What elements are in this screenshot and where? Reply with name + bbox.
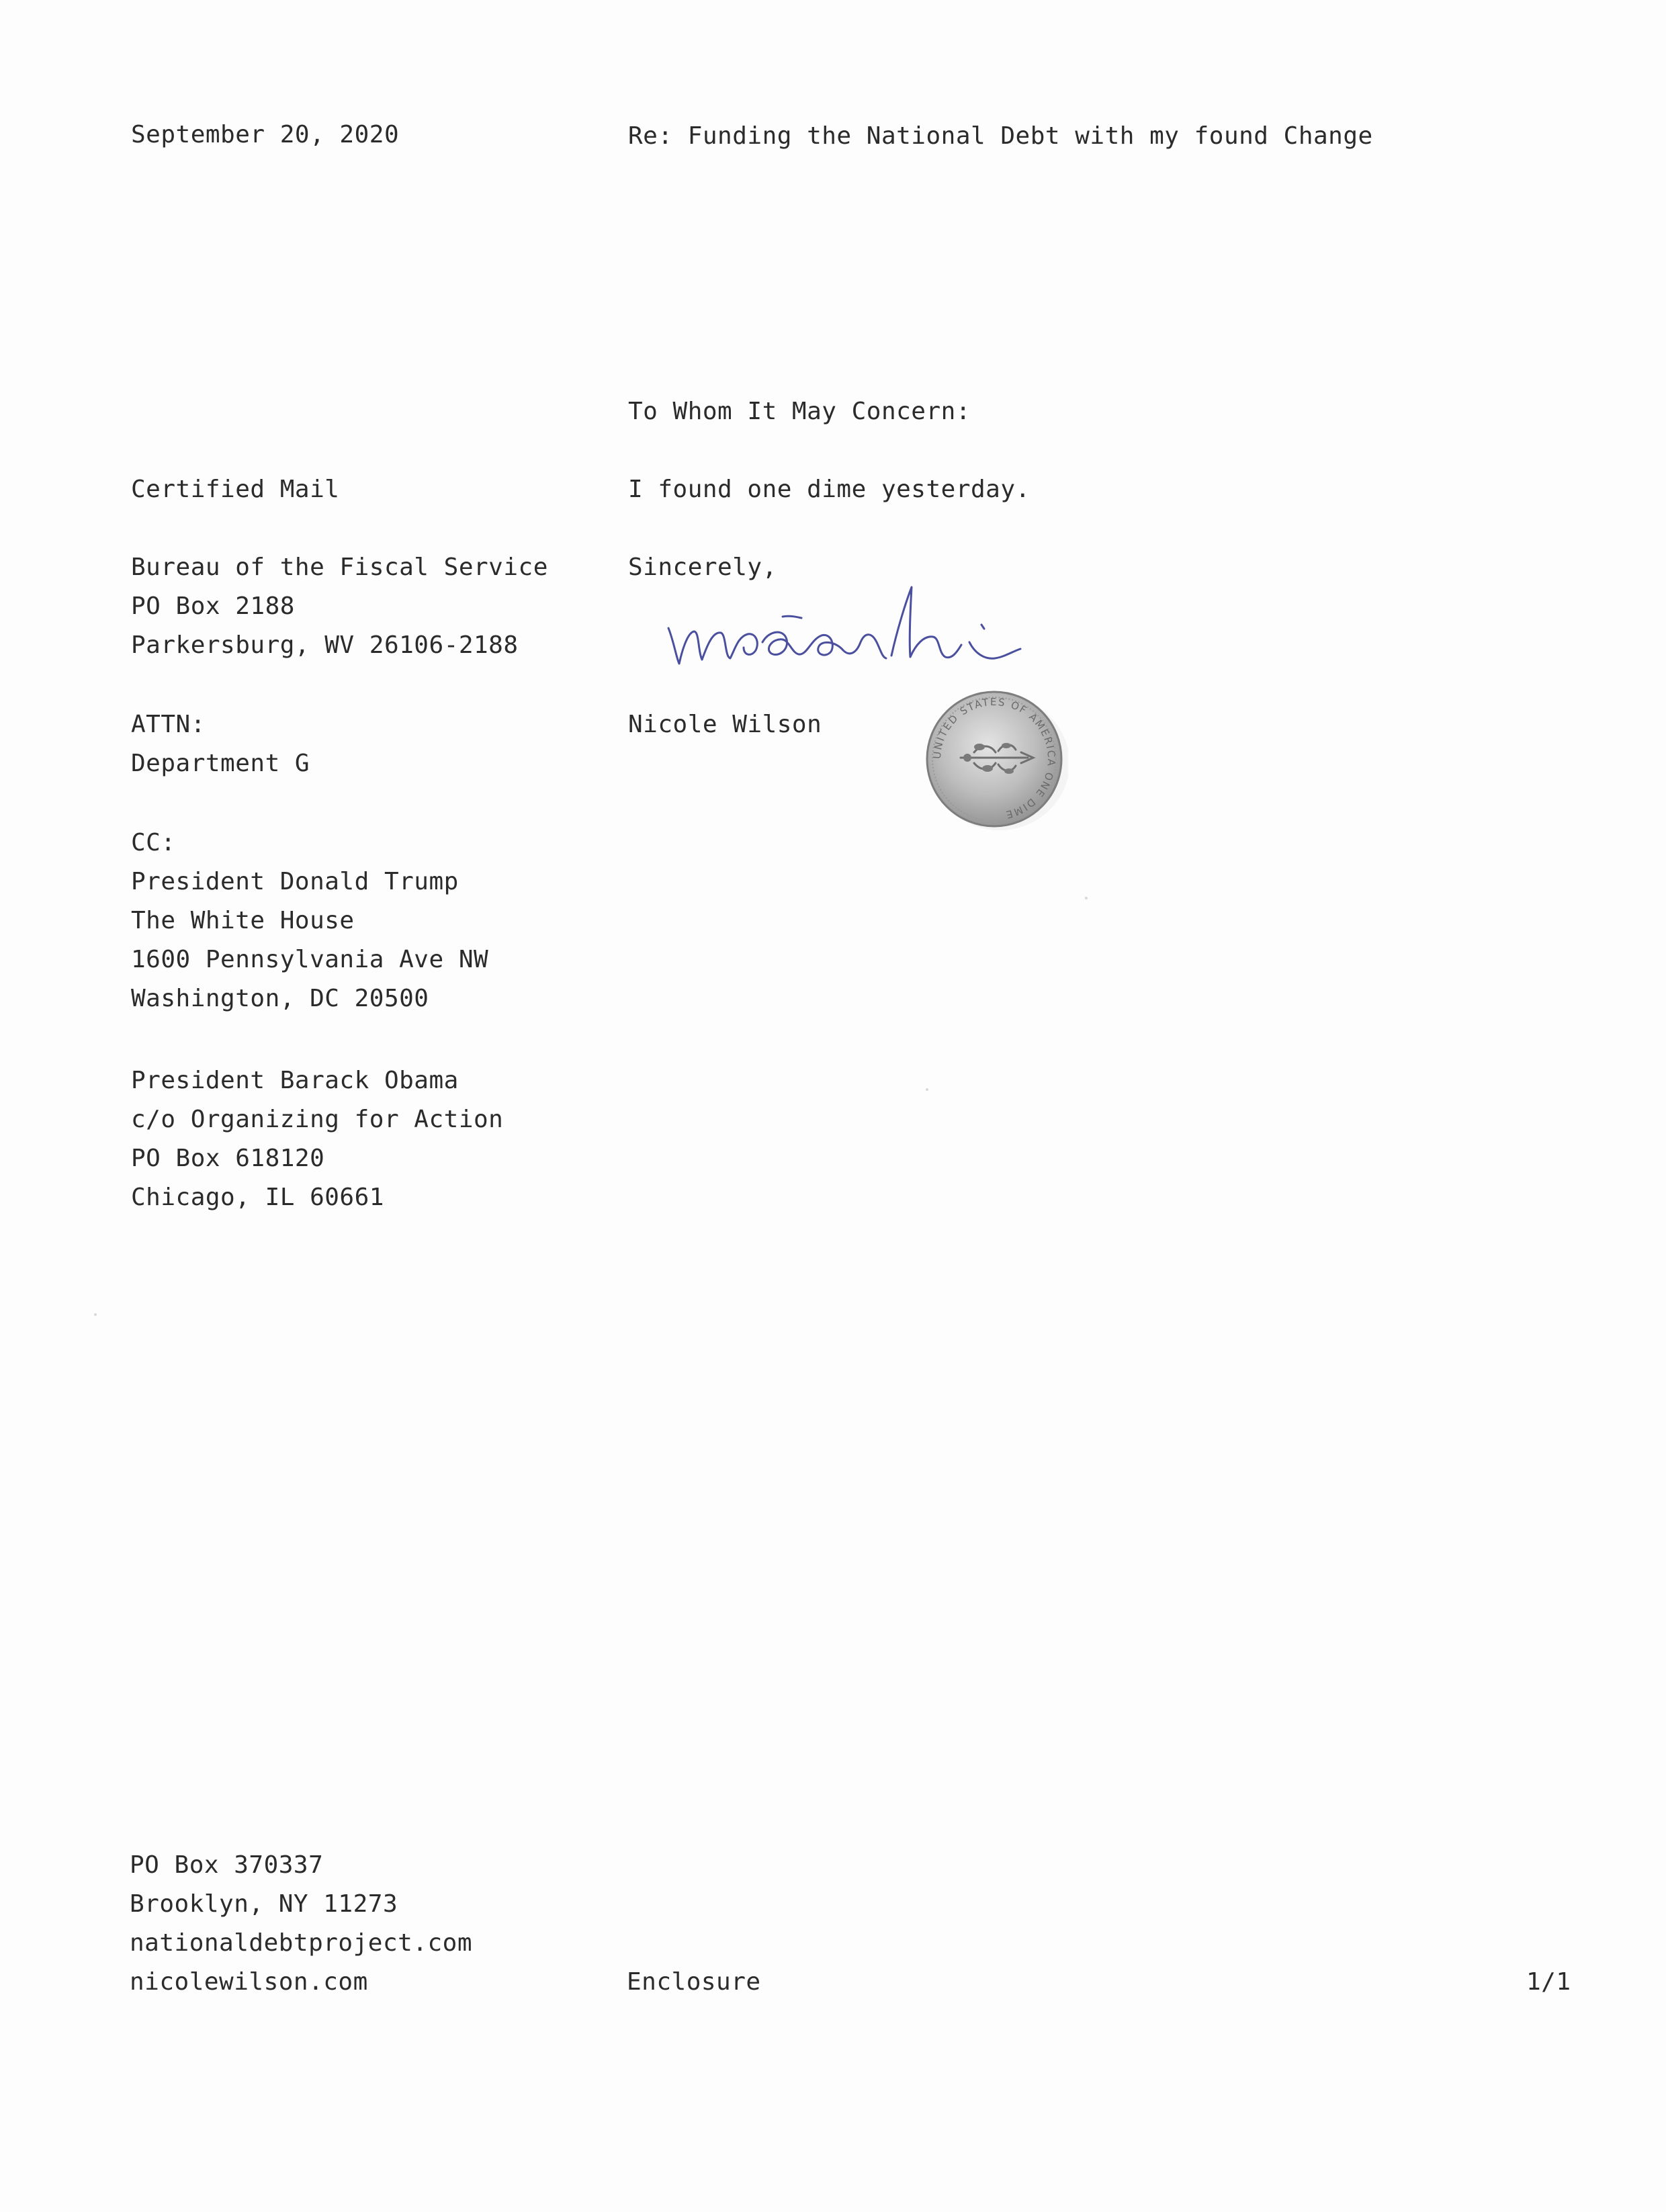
scan-speck (926, 1088, 928, 1091)
cc-line: President Donald Trump (131, 868, 459, 895)
sender-line: nationaldebtproject.com (130, 1929, 472, 1957)
sender-line: PO Box 370337 (130, 1851, 324, 1879)
attn-label: ATTN: (131, 711, 206, 738)
scan-speck (1085, 897, 1088, 899)
coin-rim-text: UNITED STATES OF AMERICA ONE DIME (930, 695, 1058, 822)
delivery-method: Certified Mail (131, 476, 340, 503)
cc-line: The White House (131, 907, 355, 934)
handwritten-signature (655, 578, 1031, 678)
salutation: To Whom It May Concern: (628, 398, 971, 425)
cc-block-trump (131, 824, 488, 1018)
cc-line: President Barack Obama (131, 1067, 459, 1094)
signature-name: Nicole Wilson (628, 711, 822, 738)
cc-line: c/o Organizing for Action (131, 1106, 504, 1133)
cc-line: Washington, DC 20500 (131, 985, 429, 1012)
cc-line: 1600 Pennsylvania Ave NW (131, 946, 489, 973)
sender-line: nicolewilson.com (130, 1968, 368, 1996)
dime-coin-image (920, 685, 1068, 833)
letter-subject: Re: Funding the National Debt with my found Change (628, 122, 1373, 150)
letter-body: I found one dime yesterday. (628, 476, 1031, 503)
closing: Sincerely, (628, 554, 777, 581)
cc-block-obama (131, 1061, 503, 1217)
enclosure-note: Enclosure (627, 1968, 761, 1996)
sender-address (130, 1846, 472, 2002)
address-line: PO Box 2188 (131, 592, 295, 620)
address-line: Bureau of the Fiscal Service (131, 554, 548, 581)
address-line: Parkersburg, WV 26106-2188 (131, 631, 519, 659)
attn-value: Department G (131, 750, 310, 777)
letter-date: September 20, 2020 (131, 121, 400, 148)
sender-line: Brooklyn, NY 11273 (130, 1890, 398, 1918)
scan-speck (94, 1313, 97, 1316)
cc-line: Chicago, IL 60661 (131, 1184, 384, 1211)
page-number: 1/1 (1526, 1968, 1571, 1996)
recipient-address (131, 548, 548, 665)
cc-line: PO Box 618120 (131, 1145, 325, 1172)
cc-label: CC: (131, 829, 176, 856)
attention-block (131, 705, 310, 783)
